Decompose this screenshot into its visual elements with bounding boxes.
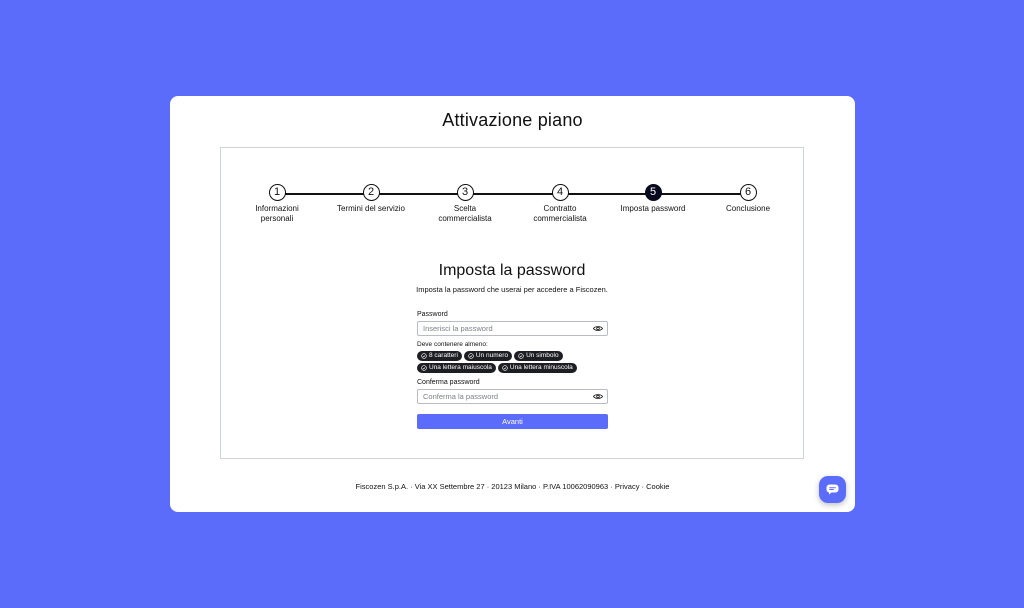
stepper — [221, 148, 805, 238]
step-label: Termini del servizio — [336, 204, 406, 213]
requirement-chip: Una lettera maiuscola — [417, 363, 496, 373]
step-number: 1 — [269, 184, 286, 201]
circle-check-icon — [421, 365, 427, 371]
circle-check-icon — [421, 353, 427, 359]
step-number: 4 — [552, 184, 569, 201]
activation-card — [170, 96, 855, 512]
step-number: 6 — [740, 184, 757, 201]
password-form — [417, 311, 608, 429]
requirement-chip: Un numero — [464, 351, 512, 361]
form-title: Imposta la password — [438, 262, 586, 279]
eye-icon[interactable] — [593, 324, 603, 333]
step-number: 3 — [457, 184, 474, 201]
requirement-chip: Un simbolo — [514, 351, 563, 361]
circle-check-icon — [468, 353, 474, 359]
step-3 — [415, 184, 515, 224]
circle-check-icon — [518, 353, 524, 359]
next-button[interactable]: Avanti — [417, 414, 608, 429]
step-6 — [698, 184, 798, 214]
chat-button[interactable] — [819, 476, 846, 503]
step-number: 2 — [363, 184, 380, 201]
step-label: Imposta password — [620, 204, 686, 213]
footer-text: Fiscozen S.p.A. · Via XX Settembre 27 · 20123 Milano · P.IVA 10062090963 · Privacy · Cookie — [355, 482, 670, 491]
step-2 — [321, 184, 421, 214]
form-subtitle: Imposta la password che userai per accedere a Fiscozen. — [416, 285, 608, 294]
step-5 — [603, 184, 703, 214]
step-4 — [510, 184, 610, 224]
eye-icon[interactable] — [593, 392, 603, 401]
page-title: Attivazione piano — [442, 110, 583, 130]
password-label: Password — [417, 311, 448, 318]
confirm-password-label: Conferma password — [417, 379, 480, 386]
step-label: Contratto commercialista — [533, 204, 587, 223]
circle-check-icon — [502, 365, 508, 371]
requirements-list — [417, 351, 608, 373]
form-panel — [220, 147, 804, 459]
password-field-wrapper — [417, 321, 608, 336]
requirement-chip: Una lettera minuscola — [498, 363, 577, 373]
password-input[interactable] — [423, 322, 588, 335]
step-1 — [227, 184, 327, 224]
requirements-label: Deve contenere almeno: — [417, 341, 488, 348]
chat-bubble-icon — [826, 484, 839, 495]
step-label: Scelta commercialista — [438, 204, 492, 223]
step-label: Informazioni personali — [255, 204, 299, 223]
step-label: Conclusione — [725, 204, 771, 213]
step-number-active: 5 — [645, 184, 662, 201]
confirm-password-input[interactable] — [423, 390, 588, 403]
confirm-password-field-wrapper — [417, 389, 608, 404]
requirement-chip: 8 caratteri — [417, 351, 462, 361]
